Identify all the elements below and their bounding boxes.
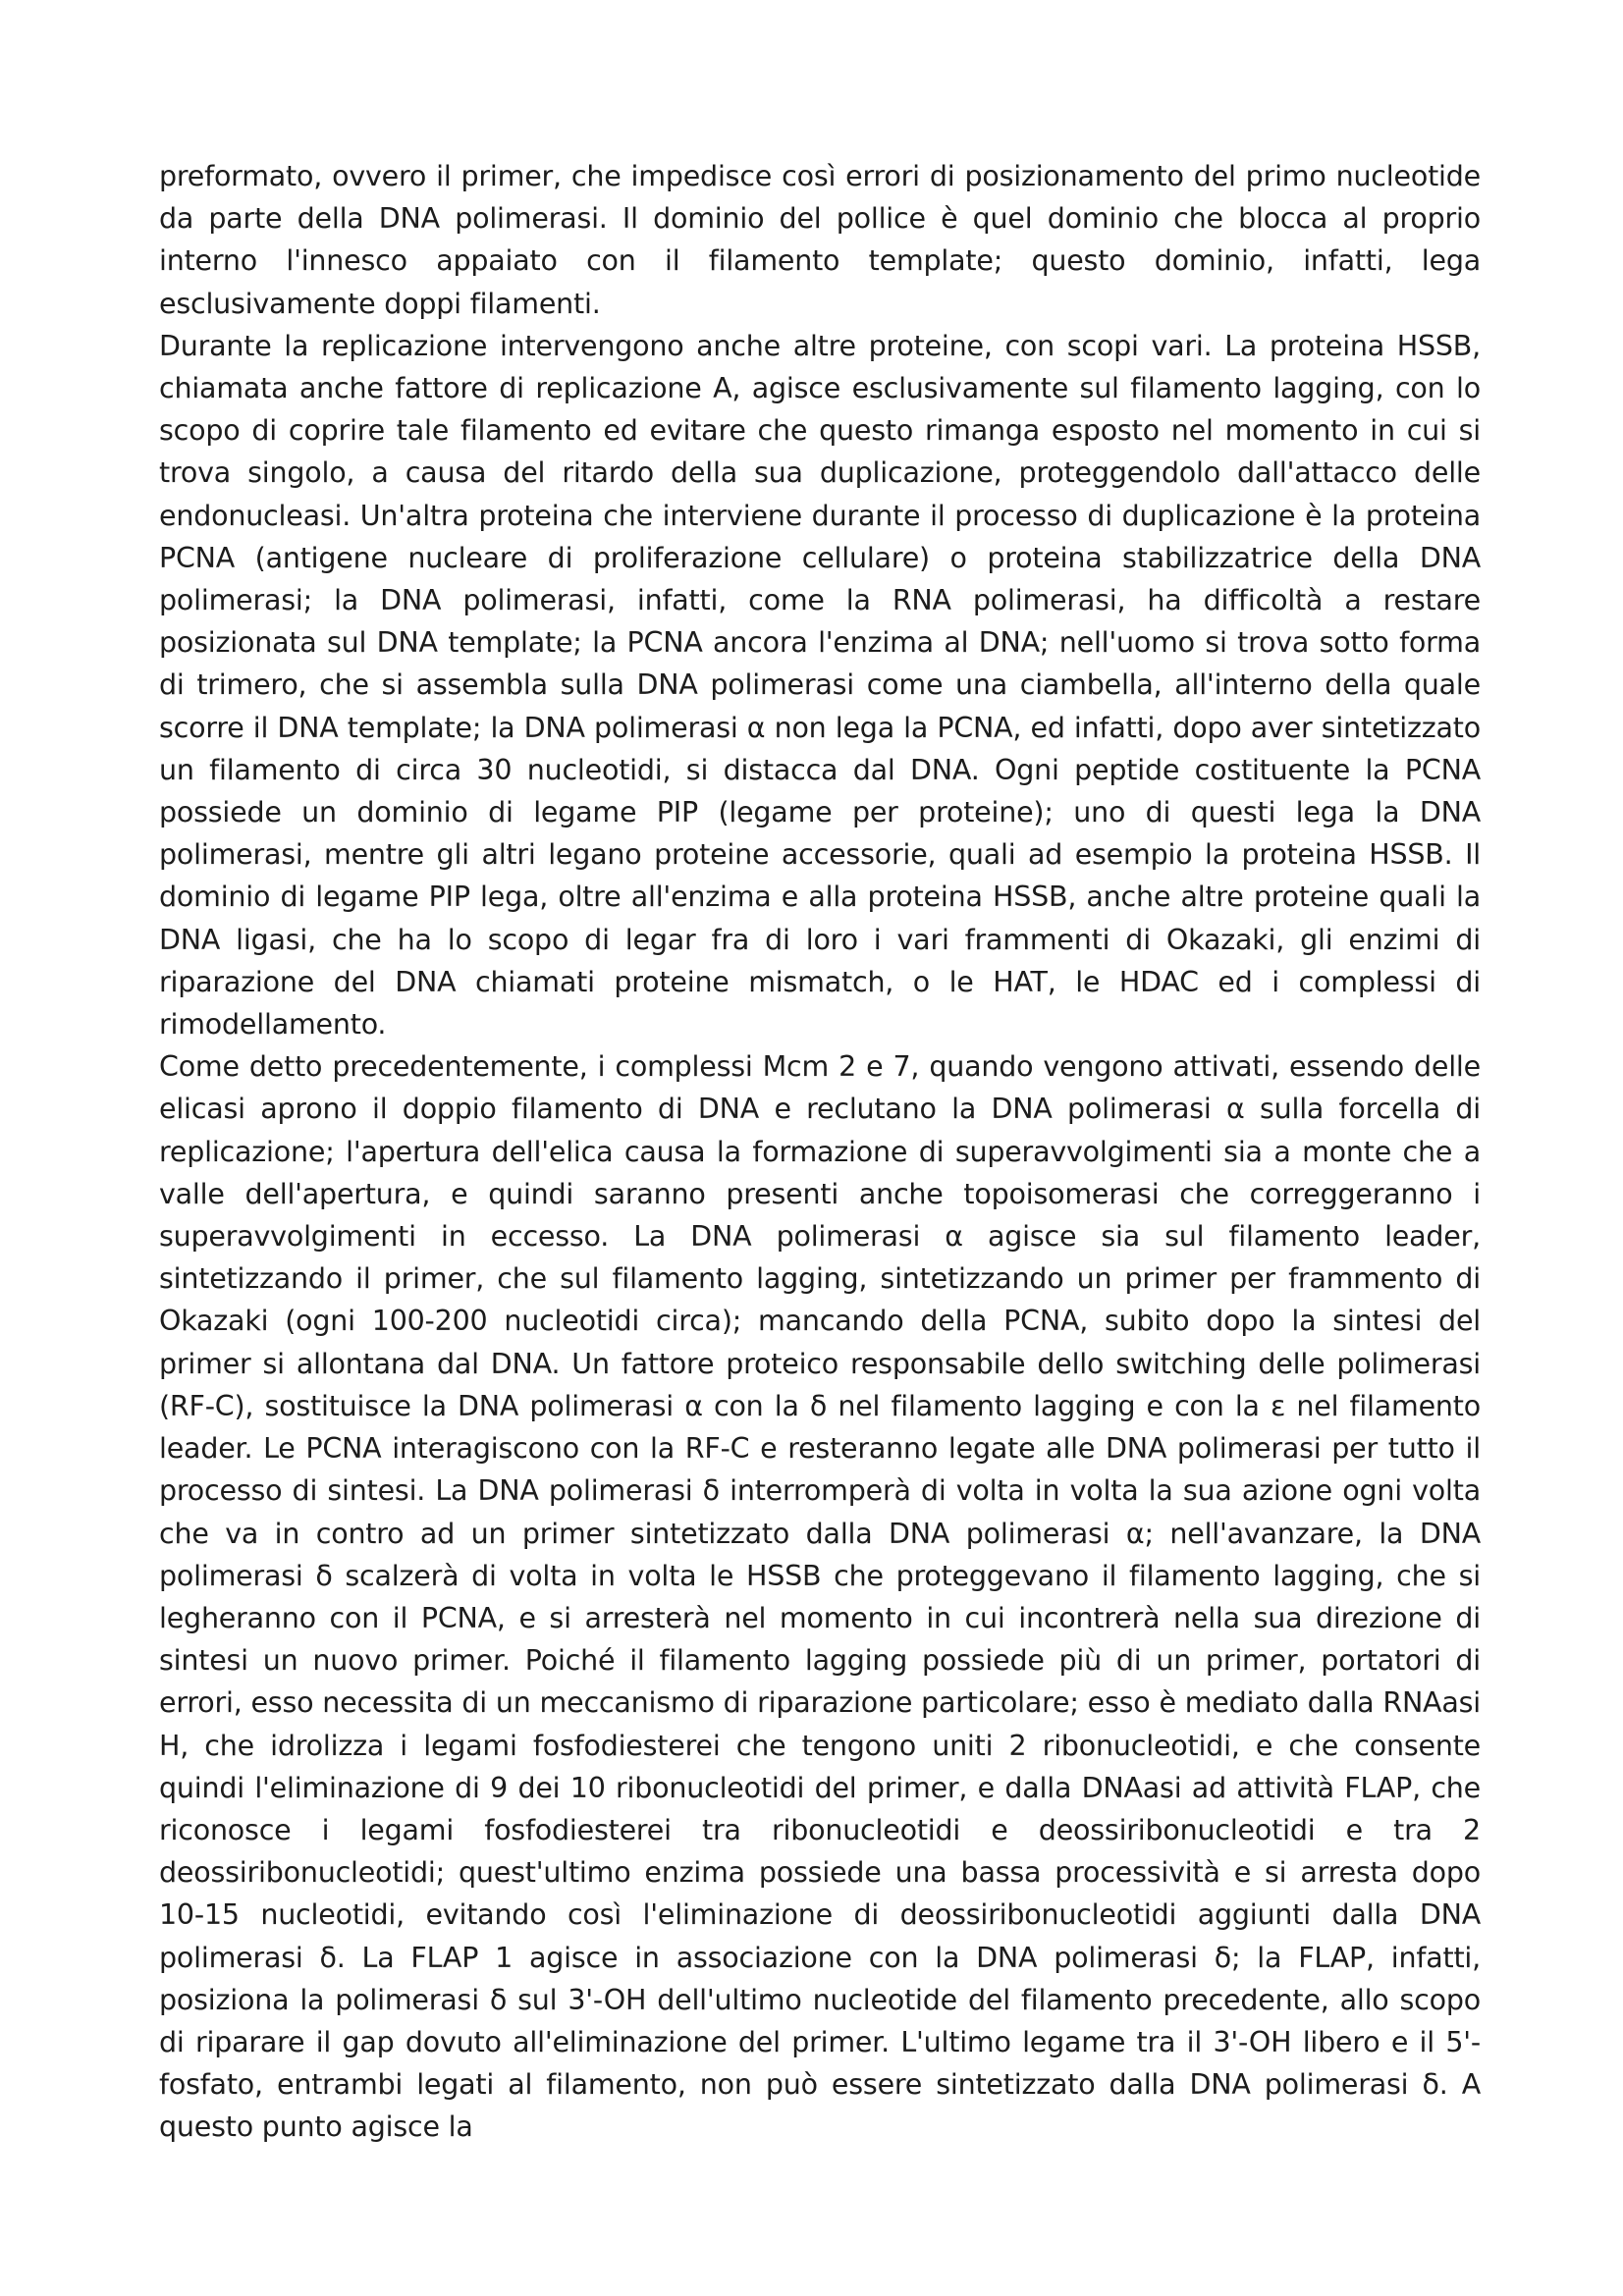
- paragraph-3: Come detto precedentemente, i complessi Mcm 2 e 7, quando vengono attivati, essendo delle elicasi aprono il doppio filamento di DNA e reclutano la DNA polimerasi α sulla forcella di replicazione; l'apertura dell'elica causa la formazione di superavvolgimenti sia a monte che a valle dell'apertura, e quindi saranno presenti anche topoisomerasi che correggeranno i superavvolgimenti in eccesso. La DNA polimerasi α agisce sia sul filamento leader, sintetizzando il primer, che sul filamento lagging, sintetizzando un primer per frammento di Okazaki (ogni 100-200 nucleotidi circa); mancando della PCNA, subito dopo la sintesi del primer si allontana dal DNA. Un fattore proteico responsabile dello switching delle polimerasi (RF-C), sostituisce la DNA polimerasi α con la δ nel filamento lagging e con la ε nel filamento leader. Le PCNA interagiscono con la RF-C e resteranno legate alle DNA polimerasi per tutto il processo di sintesi. La DNA polimerasi δ interromperà di volta in volta la sua azione ogni volta che va in contro ad un primer sintetizzato dalla DNA polimerasi α; nell'avanzare, la DNA polimerasi δ scalzerà di volta in volta le HSSB che proteggevano il filamento lagging, che si legheranno con il PCNA, e si arresterà nel momento in cui incontrerà nella sua direzione di sintesi un nuovo primer. Poiché il filamento lagging possiede più di un primer, portatori di errori, esso necessita di un meccanismo di riparazione particolare; esso è mediato dalla RNAasi H, che idrolizza i legami fosfodiesterei che tengono uniti 2 ribonucleotidi, e che consente quindi l'eliminazione di 9 dei 10 ribonucleotidi del primer, e dalla DNAasi ad attività FLAP, che riconosce i legami fosfodiesterei tra ribonucleotidi e deossiribonucleotidi e tra 2 deossiribonucleotidi; quest'ultimo enzima possiede una bassa processività e si arresta dopo 10-15 nucleotidi, evitando così l'eliminazione di deossiribonucleotidi aggiunti dalla DNA polimerasi δ. La FLAP 1 agisce in associazione con la DNA polimerasi δ; la FLAP, infatti, posiziona la polimerasi δ sul 3'-OH dell'ultimo nucleotide del filamento precedente, allo scopo di riparare il gap dovuto all'eliminazione del primer. L'ultimo legame tra il 3'-OH libero e il 5'-fosfato, entrambi legati al filamento, non può essere sintetizzato dalla DNA polimerasi δ. A questo punto agisce la: [159, 1050, 1481, 2144]
- paragraph-1: preformato, ovvero il primer, che impedisce così errori di posizionamento del primo nucleotide da parte della DNA polimerasi. Il dominio del pollice è quel dominio che blocca al proprio interno l'innesco appaiato con il filamento template; questo dominio, infatti, lega esclusivamente doppi filamenti.: [159, 160, 1481, 320]
- paragraph-2: Durante la replicazione intervengono anche altre proteine, con scopi vari. La proteina HSSB, chiamata anche fattore di replicazione A, agisce esclusivamente sul filamento lagging, con lo scopo di coprire tale filamento ed evitare che questo rimanga esposto nel momento in cui si trova singolo, a causa del ritardo della sua duplicazione, proteggendolo dall'attacco delle endonucleasi. Un'altra proteina che interviene durante il processo di duplicazione è la proteina PCNA (antigene nucleare di proliferazione cellulare) o proteina stabilizzatrice della DNA polimerasi; la DNA polimerasi, infatti, come la RNA polimerasi, ha difficoltà a restare posizionata sul DNA template; la PCNA ancora l'enzima al DNA; nell'uomo si trova sotto forma di trimero, che si assembla sulla DNA polimerasi come una ciambella, all'interno della quale scorre il DNA template; la DNA polimerasi α non lega la PCNA, ed infatti, dopo aver sintetizzato un filamento di circa 30 nucleotidi, si distacca dal DNA. Ogni peptide costituente la PCNA possiede un dominio di legame PIP (legame per proteine); uno di questi lega la DNA polimerasi, mentre gli altri legano proteine accessorie, quali ad esempio la proteina HSSB. Il dominio di legame PIP lega, oltre all'enzima e alla proteina HSSB, anche altre proteine quali la DNA ligasi, che ha lo scopo di legar fra di loro i vari frammenti di Okazaki, gli enzimi di riparazione del DNA chiamati proteine mismatch, o le HAT, le HDAC ed i complessi di rimodellamento.: [159, 329, 1481, 1041]
- document-page: [159, 155, 1481, 2149]
